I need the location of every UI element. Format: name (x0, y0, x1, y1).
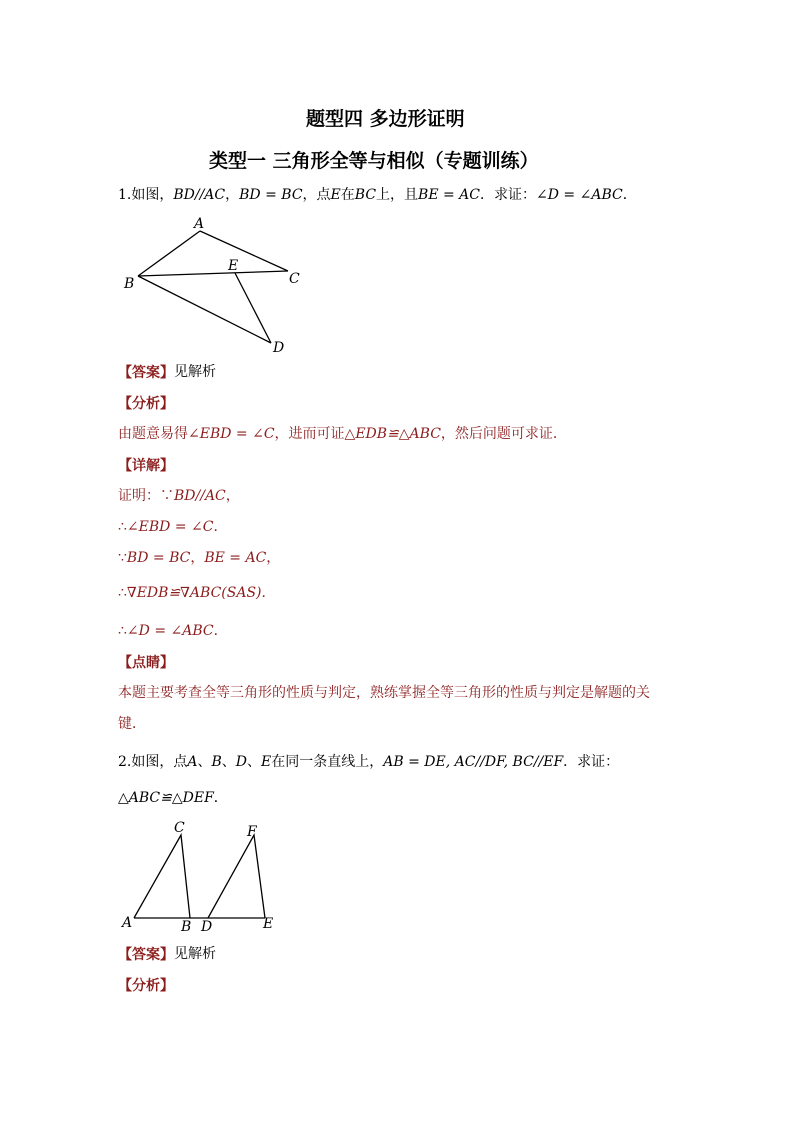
q2-text: 、 (197, 754, 212, 770)
proof-text: ∴ (118, 623, 127, 639)
q1-segment-ed (235, 273, 271, 343)
q1-figure (118, 215, 318, 360)
q2-math: B (211, 754, 222, 770)
q1-proof-line-1 (118, 486, 240, 506)
q2-text: 、 (247, 754, 262, 770)
q1-segment-bd (138, 276, 271, 343)
q2-text: ．求证： (563, 754, 620, 770)
q2-text: 、 (221, 754, 236, 770)
q2-number: 2. (118, 754, 132, 770)
proof-text: ． (261, 585, 276, 601)
proof-text: ． (213, 519, 228, 535)
q2-text: 如图，点 (131, 754, 188, 770)
proof-text: ∴ (118, 585, 127, 601)
q1-comment-line-2: 键． (118, 716, 146, 732)
q1-segment-bc (138, 271, 288, 276)
q1-label-e: E (228, 258, 239, 274)
q1-answer: 见解析 (174, 364, 216, 380)
q2-answer: 见解析 (174, 946, 216, 962)
q1-proof-line-5 (118, 621, 228, 641)
q1-statement (118, 185, 637, 205)
proof-math: ∠D = ∠ABC (126, 623, 214, 639)
q1-detail-tag: 【详解】 (118, 458, 174, 474)
q1-label-c: C (289, 271, 300, 287)
proof-text: ∴ (118, 519, 127, 535)
q1-text: ． (622, 187, 637, 203)
q2-label-c: C (174, 820, 185, 836)
q2-math: AB = DE, AC//DF, BC//EF (383, 754, 564, 770)
q1-math: BE = AC (418, 187, 481, 203)
q1-math: ∠D = ∠ABC (536, 187, 623, 203)
q1-comment-line-1: 本题主要考查全等三角形的性质与判定，熟练掌握全等三角形的性质与判定是解题的关 (118, 685, 650, 701)
q1-analysis-text: 由题意易得 (118, 426, 188, 442)
q1-text: 上，且 (376, 187, 419, 203)
q2-figure (118, 818, 288, 936)
q2-analysis-tag: 【分析】 (118, 978, 174, 994)
proof-text: ， (190, 550, 205, 566)
proof-math: BD = BC (126, 550, 191, 566)
q1-segment-ac (200, 231, 288, 271)
q2-label-b: B (181, 919, 192, 935)
q2-label-a: A (122, 915, 133, 931)
q2-statement (118, 752, 619, 772)
q1-label-a: A (194, 216, 205, 232)
q1-comment-tag: 【点睛】 (118, 655, 174, 671)
q1-text: ，点 (302, 187, 331, 203)
q1-analysis-tag: 【分析】 (118, 396, 174, 412)
q1-analysis (118, 424, 567, 444)
q1-proof-line-4 (118, 583, 276, 603)
q2-math: D (235, 754, 248, 770)
q1-math: E (330, 187, 341, 203)
proof-text: 证明：∵ (118, 488, 174, 504)
q1-analysis-math: ∠EBD = ∠C (188, 426, 275, 442)
q1-analysis-text: ，进而可证 (274, 426, 345, 442)
proof-math: ∠EBD = ∠C (126, 519, 214, 535)
q1-number: 1. (118, 187, 132, 203)
proof-text: ∵ (118, 550, 127, 566)
proof-math: ∇EDB≌∇ABC(SAS) (126, 585, 262, 601)
q2-triangle-def (208, 835, 265, 918)
q1-text: 如图， (131, 187, 174, 203)
q1-segment-ab (138, 231, 200, 276)
proof-text: ， (225, 488, 240, 504)
section-subtitle: 类型一 三角形全等与相似（专题训练） (209, 150, 539, 172)
proof-text: ， (266, 550, 281, 566)
q2-statement-line-2 (118, 788, 228, 808)
q2-math: △ABC≌△DEF (118, 790, 214, 806)
q2-math: A (187, 754, 198, 770)
q1-label-d: D (273, 340, 285, 356)
q1-analysis-math: △EDB≌△ABC (344, 426, 441, 442)
q1-math: BD//AC (173, 187, 226, 203)
proof-text: ． (213, 623, 228, 639)
q2-triangle-abc (134, 835, 190, 918)
q1-label-b: B (124, 276, 135, 292)
q2-text: 在同一条直线上， (271, 754, 384, 770)
q1-math: BD = BC (239, 187, 303, 203)
q1-text: ．求证： (480, 187, 537, 203)
proof-math: BE = AC (204, 550, 267, 566)
q1-analysis-text: ，然后问题可求证． (440, 426, 567, 442)
q2-answer-tag: 【答案】 (118, 947, 174, 963)
q2-label-d: D (201, 919, 213, 935)
proof-math: BD//AC (174, 488, 226, 504)
page-title: 题型四 多边形证明 (306, 108, 465, 130)
q2-label-e: E (263, 916, 274, 932)
q2-text: ． (213, 790, 228, 806)
q1-answer-tag: 【答案】 (118, 365, 174, 381)
q1-text: 在 (340, 187, 355, 203)
q2-label-f: F (247, 824, 257, 840)
q1-math: BC (354, 187, 377, 203)
q1-text: ， (225, 187, 240, 203)
q1-proof-line-3 (118, 548, 280, 568)
q2-math: E (261, 754, 272, 770)
q1-proof-line-2 (118, 517, 227, 537)
